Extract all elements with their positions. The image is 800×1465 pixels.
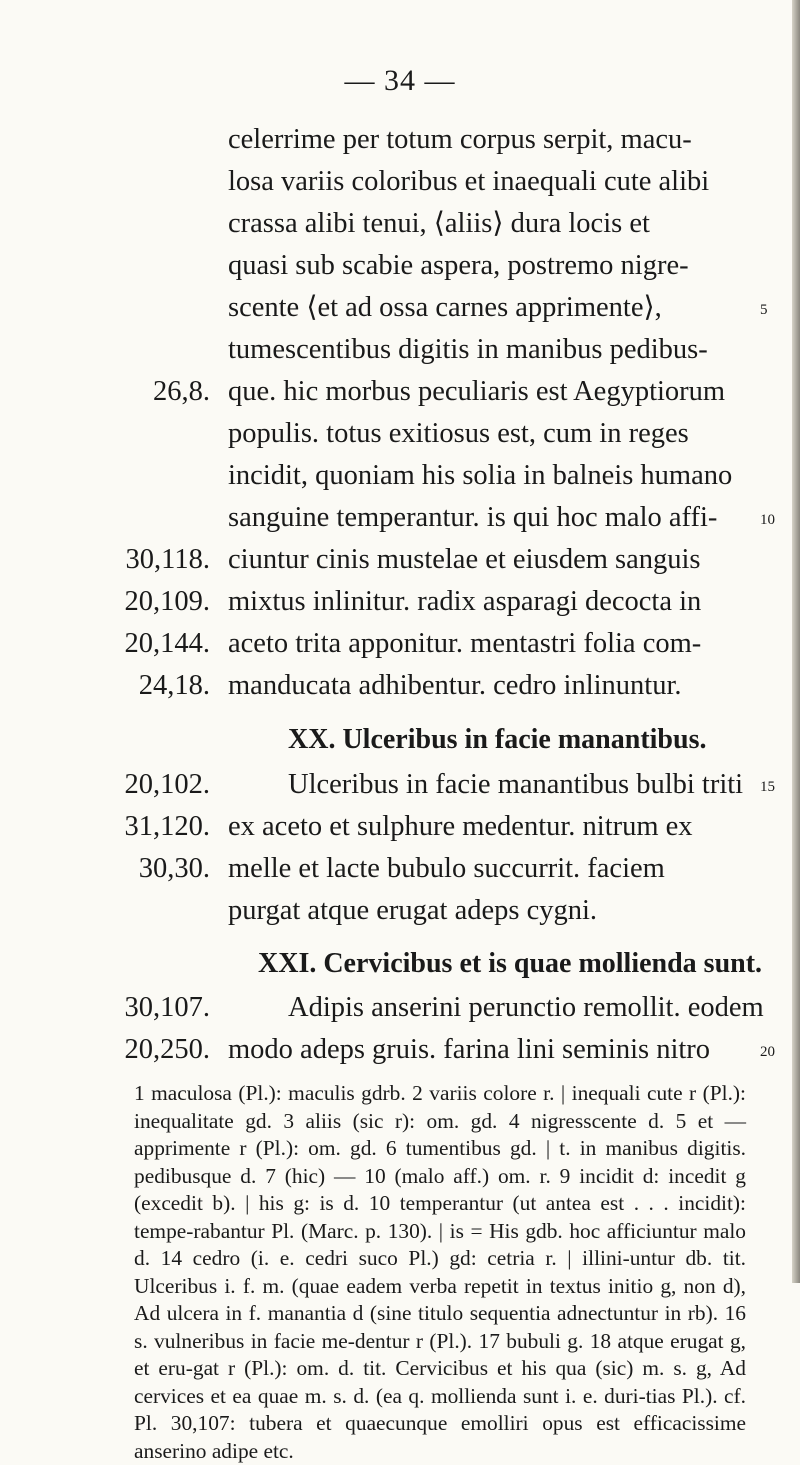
section-heading-text: XXI. Cervicibus et is quae mollienda sunt. <box>258 948 763 979</box>
text-line <box>0 372 800 412</box>
text-line <box>0 498 800 538</box>
line-number: 5 <box>760 302 768 318</box>
text-line <box>0 204 800 244</box>
apparatus-text: 1 maculosa (Pl.): maculis gdrb. 2 variis colore r. | inequali cute r (Pl.): inequalitate gd. 3 aliis (sic r): om. gd. 4 nigresscente d. 5 et — apprimente r (Pl.): om. gd. 6 tumentibus gd. | t. in manibus digitis. pedibusque d. 7 (hic) — 10 (malo aff.) om. r. 9 incidit d: incedit g (excedit b). | his g: is d. 10 temperantur (ut antea est . . . incidit): tempe-rabantur Pl. (Marc. p. 130). | is = His gdb. hoc afficiuntur malo d. 14 cedro (i. e. cedri suco Pl.) gd: cetria r. | illini-untur db. tit. Ulceribus i. f. m. (quae eadem verba repetit in textus initio g, non d), Ad ulcera in f. manantia d (sine titulo sequentia adnectuntur in rb). 16 s. vulneribus in facie me-dentur r (Pl.). 17 bubuli g. 18 atque erugat g, et eru-gat r (Pl.): om. d. tit. Cervicibus et his qua (sic) m. s. g, Ad cervices et ea quae m. s. d. (ea q. mollienda sunt i. e. duri-tias Pl.). cf. Pl. 30,107: tubera et quaecunque emolliri opus est efficacissime anserino adipe etc. <box>134 1081 746 1463</box>
line-text: ex aceto et sulphure medentur. nitrum ex <box>228 811 693 842</box>
line-text: Ulceribus in facie manantibus bulbi triti <box>288 769 744 800</box>
line-text: Adipis anserini perunctio remollit. eodem <box>288 992 764 1023</box>
page-number: — 34 — <box>344 64 456 97</box>
line-text: sanguine temperantur. is qui hoc malo affi- <box>228 502 718 533</box>
line-text: modo adeps gruis. farina lini seminis nitro <box>228 1034 711 1065</box>
line-ref: 20,109. <box>124 586 210 617</box>
line-text: populis. totus exitiosus est, cum in reges <box>228 418 689 449</box>
critical-apparatus <box>116 1080 746 1465</box>
line-number: 10 <box>760 512 775 528</box>
section-heading-text: XX. Ulceribus in facie manantibus. <box>288 724 707 755</box>
line-text: manducata adhibentur. cedro inlinuntur. <box>228 670 682 701</box>
text-line <box>0 540 800 580</box>
line-text: celerrime per totum corpus serpit, macu- <box>228 124 692 155</box>
line-text: crassa alibi tenui, ⟨aliis⟩ dura locis et <box>228 208 650 239</box>
text-line <box>0 582 800 622</box>
text-line <box>0 1030 800 1070</box>
line-text: mixtus inlinitur. radix asparagi decocta in <box>228 586 702 617</box>
text-line <box>0 120 800 160</box>
line-ref: 31,120. <box>124 811 210 842</box>
text-line <box>0 162 800 202</box>
line-text: losa variis coloribus et inaequali cute alibi <box>228 166 710 197</box>
line-text: tumescentibus digitis in manibus pedibus- <box>228 334 708 365</box>
text-line <box>0 624 800 664</box>
text-line <box>0 288 800 328</box>
line-text: que. hic morbus peculiaris est Aegyptiorum <box>228 376 726 407</box>
line-ref: 24,18. <box>138 670 210 701</box>
line-text: scente ⟨et ad ossa carnes apprimente⟩, <box>228 292 662 323</box>
line-ref: 26,8. <box>153 376 210 407</box>
line-ref: 30,118. <box>125 544 210 575</box>
line-ref: 20,144. <box>124 628 210 659</box>
line-ref: 20,250. <box>124 1034 210 1065</box>
text-line <box>0 807 800 847</box>
text-line <box>0 849 800 889</box>
text-line <box>0 456 800 496</box>
text-line <box>0 765 800 805</box>
line-text: incidit, quoniam his solia in balneis humano <box>228 460 733 491</box>
text-line <box>0 246 800 286</box>
line-ref: 30,30. <box>138 853 210 884</box>
line-ref: 30,107. <box>124 992 210 1023</box>
line-text: melle et lacte bubulo succurrit. faciem <box>228 853 665 884</box>
line-text: purgat atque erugat adeps cygni. <box>228 895 598 926</box>
line-ref: 20,102. <box>124 769 210 800</box>
line-text: quasi sub scabie aspera, postremo nigre- <box>228 250 689 281</box>
line-text: aceto trita apponitur. mentastri folia com- <box>228 628 702 659</box>
text-line <box>0 666 800 706</box>
line-text: ciuntur cinis mustelae et eiusdem sanguis <box>228 544 701 575</box>
text-line <box>0 891 800 931</box>
text-line <box>0 414 800 454</box>
text-line <box>0 988 800 1028</box>
line-number: 15 <box>760 779 775 795</box>
line-number: 20 <box>760 1044 775 1060</box>
text-line <box>0 330 800 370</box>
